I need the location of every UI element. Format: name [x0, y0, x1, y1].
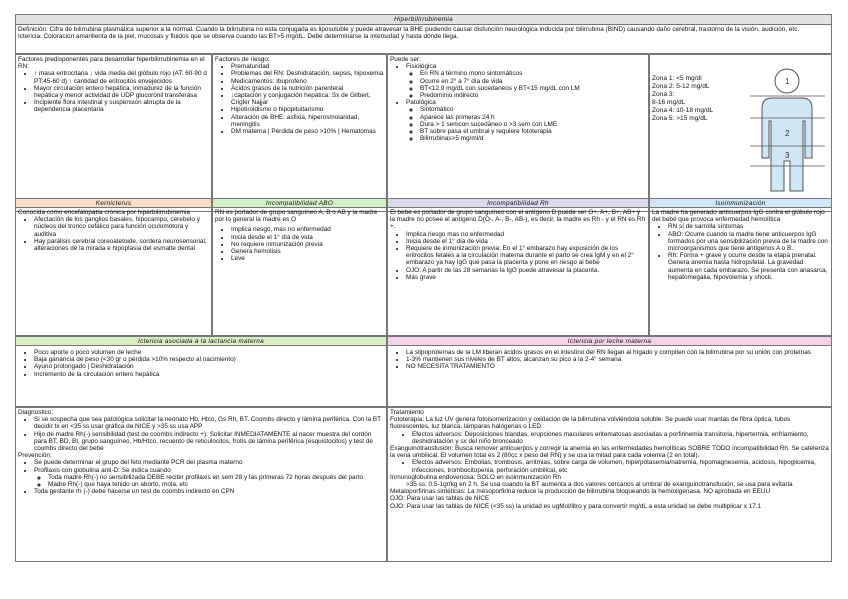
inmunoglobulina-text: Inmunoglobulina endovenosa: SOLO en isoinmunización Rh	[390, 473, 561, 481]
tratamiento-title: Tratamiento	[390, 409, 424, 416]
list-item: • Hijo de madre Rh(-) sensibilidad (test de coombs indirecto +): Solicitar INMEDIATAMENTE al nacer muestra del cordón para BT, BD, BI, grupo sanguíneo, Hb/Htco, recuento de reticulocitos, frotis de lámina periférica (esquistocitos) y test de coombs directo del bebé	[34, 431, 384, 453]
nice-note-1: OJO: Para usar las tablas de NICE	[390, 495, 490, 503]
list-item: • Requiere de inmunización previa: En el 1° embarazo hay exposición de los eritrocitos fetales a la circulación materna durante el parto se crea IgM y en el 2° embarazo ya hay IgG que pasa la placenta y pone en riesgo al bebé	[406, 245, 646, 267]
zona-4: Zona 4: 10-18 mg/dL	[652, 107, 714, 114]
list-item: ◦ Aparece las primeras 24 h	[420, 114, 646, 121]
factores-box	[15, 54, 212, 212]
definition-text: Definición: Cifra de bilirrubina plasmática superior a la normal. Cuando la bilirrubina no esta conjugada es liposoluble y puede atravesar la BHE pudiendo causar disfunción neurológica inducida por bilirrubina (BIND) causando daño cerebral, trastorno de la visión, audición, etc.	[18, 26, 800, 33]
list-item: ◦ BT<12.9 mg/dL con sucedaneos y BT<15 mg/dL con LM	[420, 85, 646, 92]
list-item: • Incipiente flora intestinal y suspensión abrupta de la dependencia placentaria	[34, 99, 209, 113]
list-item: • Rh: Forma + grave y ocurre desde la etapa prenatal. Genera anemia hasta hidropsfetal. La gravedad aumenta en cada embarazo. Se presenta con anasarca, hepatomegalia, hipovolemia y shock.	[668, 252, 829, 281]
title-header: Hiperbilirrubinemia	[15, 14, 832, 25]
fisiologica-label: • Fisiológica	[406, 63, 646, 70]
list-item: ◦ En RN a término mono sintomáticos	[420, 70, 646, 77]
list-item: ◦ BT sobre pasa el umbral y requiere fototerapia	[420, 128, 646, 135]
kernicterus-intro: Conocida como encefalopatía crónica por hiperbilirrubinemia	[18, 209, 190, 216]
lm-header: Ictericia asociada a la lactancia materna	[15, 336, 387, 346]
rh-box	[387, 208, 649, 336]
list-item-text: Profilaxis con globulina anti-D: Se indica cuando	[34, 466, 171, 474]
list-item: • 1-3% mantienen sus niveles de BT altos, alcanzan su pico a la 2-4° semana	[406, 356, 829, 363]
list-item: ◦ Toda madre Rh(-) no sensibilizada DEBE recibir profilaxis en sem 28 y las primeras 72 horas después del parto	[48, 474, 384, 481]
list-item: • Implica riesgo, mas no enfermedad	[231, 226, 384, 233]
lm-box	[15, 346, 387, 407]
riesgo-title: Factores de riesgo:	[215, 56, 270, 63]
figure-label-1: 1	[785, 77, 790, 86]
metaloporfirinas-text: Metaloporfirinas sintéticas: La mesoporfirina reduce la producción de bilirrubina bloqueando la hemoxigenasa. NO aprobada en EEUU	[390, 488, 771, 496]
list-item: • Hipotiroidismo o hipopituitarismo	[231, 106, 384, 113]
list-item: • Efectos adversos: Deposiciones blandas, erupciones maculares eritematosas asociadas a porfirinemia transitoria, hipertermia, enfriamiento, deshidratación y sx del niño bronceado	[412, 431, 829, 445]
list-item: • Prematuridad	[231, 63, 384, 70]
list-item: • Problemas del RN: Deshidratación, sepsis, hipoxemia	[231, 70, 384, 77]
iso-intro: La madre ha generado anticuerpos IgG contra el glóbulo rojo del bebé que provoca enfermedad hemolítica	[652, 209, 825, 224]
nice-note-2: OJO: Para usar las tablas de NICE (<35 ss) la unidad es ugMol/litro y para convertir mg/dL a esta unidad se debe multiplicar x 17.1	[390, 502, 762, 510]
exanguinotransfusion-text: Exanguinotransfusión: Busca remover anticuerpos y corregir la anemia en las enfermedades hemolíticas SOBRE TODO incompatibilidad Rh. Se cateteriza la vena umbilical. El volumen total es 2 (80cc x peso del RN) y se usa la mitad para cada volemia (2 en total).	[390, 445, 829, 460]
tratamiento-box	[387, 407, 832, 562]
list-item: • No requiere inmunización previa	[231, 241, 384, 248]
figure-label-3: 3	[785, 151, 790, 160]
list-item: • RN sí de sarrolla síntomas	[668, 223, 829, 230]
list-item: • OJO: A partir de las 28 semanas la IgG puede atravesar la placenta.	[406, 267, 646, 274]
list-item: • Incremento de la circulación entero hepática	[34, 371, 384, 378]
factores-title: Factores predisponentes para desarrollar hiperbilirrubinemia en el RN:	[18, 56, 205, 71]
list-item: ◦ Madre Rh(-) que haya tenido un aborto, mola, etc	[48, 481, 384, 488]
zona-2: Zona 2: 5-12 mg/dL	[652, 83, 710, 90]
list-item: • Leve	[231, 255, 384, 262]
list-item: ◦ Sintomático	[420, 106, 646, 113]
iso-box	[649, 208, 832, 336]
abo-header: Incompatibilidad ABO	[212, 198, 387, 208]
puede-ser-box	[387, 54, 649, 212]
lech-box	[387, 346, 832, 407]
iso-header: Isoinmunización	[649, 198, 832, 208]
zona-5: Zona 5: >15 mg/dL	[652, 115, 708, 122]
list-item: • Genera hemolisis	[231, 248, 384, 255]
list-item: • Implica riesgo mas no enfermedad	[406, 231, 646, 238]
list-item: ◦ Bilirrubinas>5 mg/ml/d	[420, 135, 646, 142]
list-item: • Efectos adversos: Embolias, trombosis, arritmias, sobre carga de volumen, hiperpotasemia/natremia, hipomagnesemia, acidosis, hipoglicemia, infecciones, trombocitopenia, perforación umbilical, etc	[412, 459, 829, 473]
kernicterus-header: Kernicterus	[15, 198, 212, 208]
riesgo-box	[212, 54, 387, 212]
kernicterus-box	[15, 208, 212, 336]
figure-label-2: 2	[785, 129, 790, 138]
list-item: • NO NECESITA TRATAMIENTO	[406, 363, 829, 370]
list-item: • Inicia desde el 1° día de vida	[406, 238, 646, 245]
list-item: • Toda gestante rh (-) debe hacerse un test de coombs indirecto en CPN	[34, 488, 384, 495]
list-item: • Mayor circulación entero hepática, inmadurez de la función hepática y menor actividad de UDP glucoronil transferasa	[34, 85, 209, 99]
list-item: • Hay parálisis cerebral coreoatetoide, sordera neurosensorial, alteraciones de la mirada e hipoplasia del esmalte dental	[34, 238, 209, 252]
list-item: ◦ Dura > 1 semcon sucedáneo o >3 sem con LME	[420, 121, 646, 128]
fototerapia-text: Fototerapia: La luz UV genera fotoisomerización y oxidación de la bilirrubina volviéndola soluble. Se puede usar mantas de fibra óptica, tubos fluorescentes, luz blanca, lámparas halógenas o LED.	[390, 416, 791, 431]
abo-box	[212, 208, 387, 336]
puede-ser-title: Puede ser:	[390, 56, 421, 63]
list-item: • Poco aporte o poco volumen de leche	[34, 349, 384, 356]
list-item: • Medicamentos: Ibuprofeno	[231, 78, 384, 85]
ictericia-text: Ictericia: Coloración amarillenta de la piel, mucosas y fluidos que se observa cuando las BT>5 mg/dL. Debe determinarse la intensidad y hasta dónde llega.	[18, 33, 459, 41]
prevencion-title: Prevención:	[18, 452, 52, 460]
zona-1: Zona 1: <5 mg/dl	[652, 75, 702, 82]
diagnostico-title: Diagnostico:	[18, 409, 54, 416]
list-item: • ABO: Ocurre cuando la madre tiene anticuerpos IgG formados por una sensibilización previa de la madre con microorganismos que tiene antígenos A o B.	[668, 231, 829, 253]
list-item: • Si se sospecha que sea patológica solicitar la neonato Hb, Htco, Gs Rh, BT, Coombs directo y lámina periférica. Con la BT decidir tx en <35 ss usar gráfica de NICE y >35 ss usa APP	[34, 416, 384, 430]
patologica-label: • Patológica	[406, 99, 646, 106]
abo-intro: RN es portador de grupo sanguíneo A, B o AB y la madre por lo general la madre es O	[215, 209, 378, 224]
list-item: ◦ Ocurre en 2° a 7° día de vida	[420, 78, 646, 85]
zona-3-range: 8-16 mg/dL	[652, 99, 686, 106]
list-item	[34, 467, 384, 489]
rh-header: Incompatibilidad Rh	[387, 198, 649, 208]
rh-intro: El bebe es portador de grupo sanguíneo con el antígeno D puede ser O+, A+, B+, AB+ y la madre no posee el antígeno D(O-, A-, B-, AB-), es decir, la madre es Rh - y el RN es Rh +.	[390, 209, 646, 231]
list-item: • ↓captación y conjugación hepática: Sx de Gilbert, Crigler Najjar	[231, 92, 384, 106]
list-item: • Más grave	[406, 274, 646, 281]
inmunoglobulina-detail: >35 ss: 0.5-1gr/kg en 2 h. Se usa cuando la BT aumenta a dos valores cercanos al umbral de exanguinotransfusión, se usa para evitarla	[406, 481, 793, 489]
diagnostico-box	[15, 407, 387, 562]
list-item: ◦ Predominio indirecto	[420, 92, 646, 99]
zona-3: Zona 3:	[652, 91, 675, 98]
list-item: • Afectación de los ganglios basales, hipocampo, cerebelo y núcleos del tronco cefálico para función oculomotora y auditiva	[34, 216, 209, 238]
list-item: • Se puede determinar el grupo del feto mediante PCR del plasma materno	[34, 459, 384, 466]
list-item: • La slipoproteínas de la LM liberan ácidos grasos en el intestino del RN llegan al hígado y compiten con la bilirrubina por su unión con proteínas	[406, 349, 829, 356]
list-item: • ↑ masa eritrocitaria ↓ vida media del glóbulo rojo (AT: 60-90 d PT:45-60 d) ↑ cantidad de eritrocitos envejecidos	[34, 70, 209, 84]
list-item: • Baja ganancia de peso (<30 gr o pérdida >10% respecto al nacimiento)	[34, 356, 384, 363]
list-item: • Alteración de BHE: asfixia, hiperosmolaridad, meningitis	[231, 114, 384, 128]
definition-box	[15, 25, 832, 54]
list-item: • Ayuno prolongado | Deshidratación	[34, 363, 384, 370]
list-item: • Ácidos grasos de la nutrición parenteral	[231, 85, 384, 92]
list-item: • DM materna | Pérdida de peso >10% | Hematomas	[231, 128, 384, 135]
lech-header: Ictericia por leche materna	[387, 336, 832, 346]
kramer-zones-figure	[750, 66, 825, 196]
list-item: • Inicia desde el 1° día de vida	[231, 234, 384, 241]
